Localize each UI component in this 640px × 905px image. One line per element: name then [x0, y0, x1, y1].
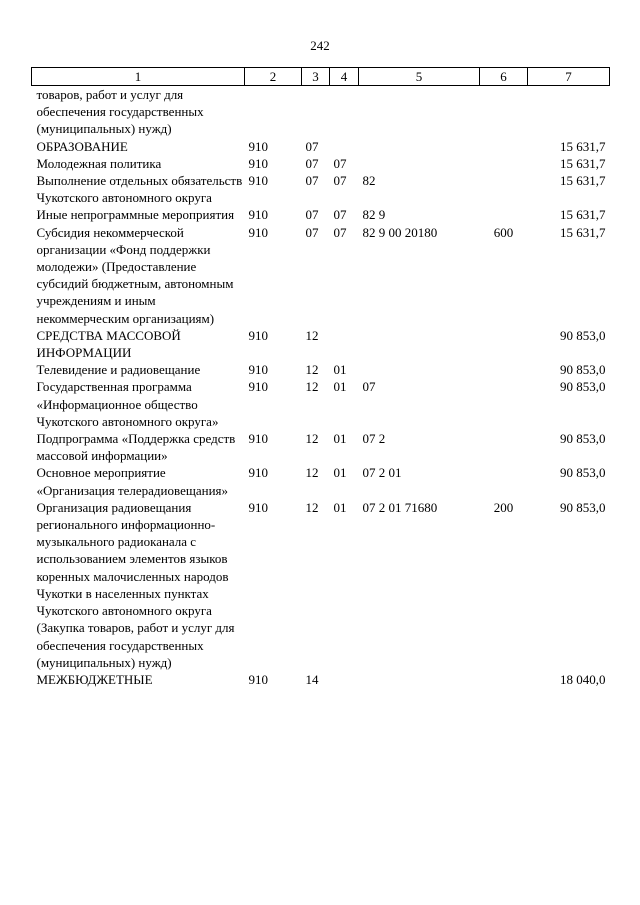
item-name: Основное мероприятие «Организация телерадиовещания»	[36, 465, 229, 498]
table-row	[32, 86, 610, 138]
department-code: 910	[248, 224, 268, 240]
item-name: Молодежная политика	[36, 155, 162, 171]
column-header-expense-type: 6	[480, 68, 528, 86]
table-header	[32, 68, 610, 86]
target-article-code	[359, 361, 480, 378]
subsection-code	[330, 138, 359, 155]
expense-type-code: 600	[493, 224, 514, 240]
subsection-code: 07	[333, 155, 347, 171]
item-name: товаров, работ и услуг для обеспечения государственных (муниципальных) нужд)	[36, 87, 204, 137]
section-code: 07	[305, 155, 319, 171]
section-code: 07	[305, 207, 319, 223]
expense-type-code	[480, 378, 528, 430]
amount	[528, 86, 610, 138]
subsection-code: 07	[333, 207, 347, 223]
item-name: Государственная программа «Информационное общество Чукотского автономного округа»	[36, 379, 219, 429]
expense-type-code	[480, 172, 528, 206]
section-code	[302, 86, 330, 138]
amount: 90 853,0	[560, 465, 606, 481]
expense-type-code	[480, 430, 528, 464]
expense-type-code	[480, 138, 528, 155]
department-code: 910	[248, 138, 268, 154]
item-name: СРЕДСТВА МАССОВОЙ ИНФОРМАЦИИ	[36, 327, 181, 361]
department-code: 910	[248, 155, 268, 171]
column-header-target-article: 5	[359, 68, 480, 86]
target-article-code: 07 2 01	[362, 465, 402, 481]
target-article-code: 82 9	[362, 207, 386, 223]
subsection-code	[330, 86, 359, 138]
department-code: 910	[248, 207, 268, 223]
department-code: 910	[248, 173, 268, 189]
amount: 90 853,0	[560, 327, 606, 343]
subsection-code: 07	[333, 224, 347, 240]
amount: 18 040,0	[560, 671, 606, 687]
section-code: 12	[305, 465, 319, 481]
target-article-code	[359, 671, 480, 688]
section-code: 07	[305, 224, 319, 240]
section-code: 12	[305, 379, 319, 395]
item-name: Телевидение и радиовещание	[36, 362, 201, 378]
section-code: 07	[305, 138, 319, 154]
table-row	[32, 327, 610, 361]
item-name: ОБРАЗОВАНИЕ	[36, 138, 128, 154]
target-article-code: 82	[362, 173, 376, 189]
table-row	[32, 671, 610, 688]
table-row	[32, 224, 610, 327]
table-row	[32, 138, 610, 155]
table-row	[32, 378, 610, 430]
amount: 90 853,0	[560, 362, 606, 378]
item-name: МЕЖБЮДЖЕТНЫЕ	[36, 671, 153, 687]
target-article-code: 07 2 01 71680	[362, 499, 438, 515]
amount: 15 631,7	[560, 207, 606, 223]
table-row	[32, 206, 610, 223]
expense-type-code	[480, 86, 528, 138]
amount: 90 853,0	[560, 499, 606, 515]
table-body	[32, 86, 610, 689]
target-article-code	[359, 155, 480, 172]
item-name: Организация радиовещания регионального информационно-музыкального радиоканала с использованием элементов языков коренных малочисленных народов Чукотки в населенных пунктах Чукотского автономного округа (Закупка товаров, работ и услуг для обеспечения государственных (муниципальных) нужд)	[36, 499, 235, 670]
expense-type-code	[480, 206, 528, 223]
subsection-code: 07	[333, 173, 347, 189]
section-code: 12	[305, 499, 319, 515]
subsection-code: 01	[333, 431, 347, 447]
expense-type-code	[480, 361, 528, 378]
column-header-section: 3	[302, 68, 330, 86]
subsection-code: 01	[333, 465, 347, 481]
amount: 15 631,7	[560, 173, 606, 189]
target-article-code: 07 2	[362, 431, 386, 447]
item-name: Иные непрограммные мероприятия	[36, 207, 235, 223]
target-article-code: 82 9 00 20180	[362, 224, 438, 240]
amount: 90 853,0	[560, 431, 606, 447]
page-number: 242	[310, 38, 330, 53]
section-code: 12	[305, 431, 319, 447]
amount: 15 631,7	[560, 138, 606, 154]
target-article-code	[359, 327, 480, 361]
section-code: 12	[305, 362, 319, 378]
table-row	[32, 172, 610, 206]
item-name: Подпрограмма «Поддержка средств массовой информации»	[36, 431, 236, 464]
department-code: 910	[248, 465, 268, 481]
table-row	[32, 430, 610, 464]
department-code: 910	[248, 499, 268, 515]
column-number-row	[32, 68, 610, 86]
column-header-department: 2	[245, 68, 302, 86]
table-row	[32, 361, 610, 378]
item-name: Субсидия некоммерческой организации «Фонд поддержки молодежи» (Предоставление субсидий бюджетным, автономным учреждениям и иным некоммерческим организациям)	[36, 224, 234, 326]
section-code: 14	[305, 671, 319, 687]
amount: 15 631,7	[560, 155, 606, 171]
expense-type-code	[480, 671, 528, 688]
department-code: 910	[248, 327, 268, 343]
target-article-code	[359, 86, 480, 138]
department-code: 910	[248, 379, 268, 395]
expense-type-code	[480, 327, 528, 361]
subsection-code	[330, 327, 359, 361]
subsection-code	[330, 671, 359, 688]
column-header-subsection: 4	[330, 68, 359, 86]
department-code: 910	[248, 671, 268, 687]
target-article-code: 07	[362, 379, 376, 395]
amount: 15 631,7	[560, 224, 606, 240]
column-header-amount: 7	[528, 68, 610, 86]
subsection-code: 01	[333, 362, 347, 378]
expense-type-code: 200	[493, 499, 514, 515]
department-code: 910	[248, 431, 268, 447]
subsection-code: 01	[333, 379, 347, 395]
item-name: Выполнение отдельных обязательств Чукотского автономного округа	[36, 173, 243, 206]
table-row	[32, 499, 610, 671]
table-row	[32, 464, 610, 498]
amount: 90 853,0	[560, 379, 606, 395]
section-code: 07	[305, 173, 319, 189]
expense-type-code	[480, 155, 528, 172]
expense-type-code	[480, 464, 528, 498]
column-header-name: 1	[32, 68, 245, 86]
table-row	[32, 155, 610, 172]
subsection-code: 01	[333, 499, 347, 515]
section-code: 12	[305, 327, 319, 343]
budget-table	[31, 67, 610, 688]
department-code	[245, 86, 302, 138]
target-article-code	[359, 138, 480, 155]
department-code: 910	[248, 362, 268, 378]
